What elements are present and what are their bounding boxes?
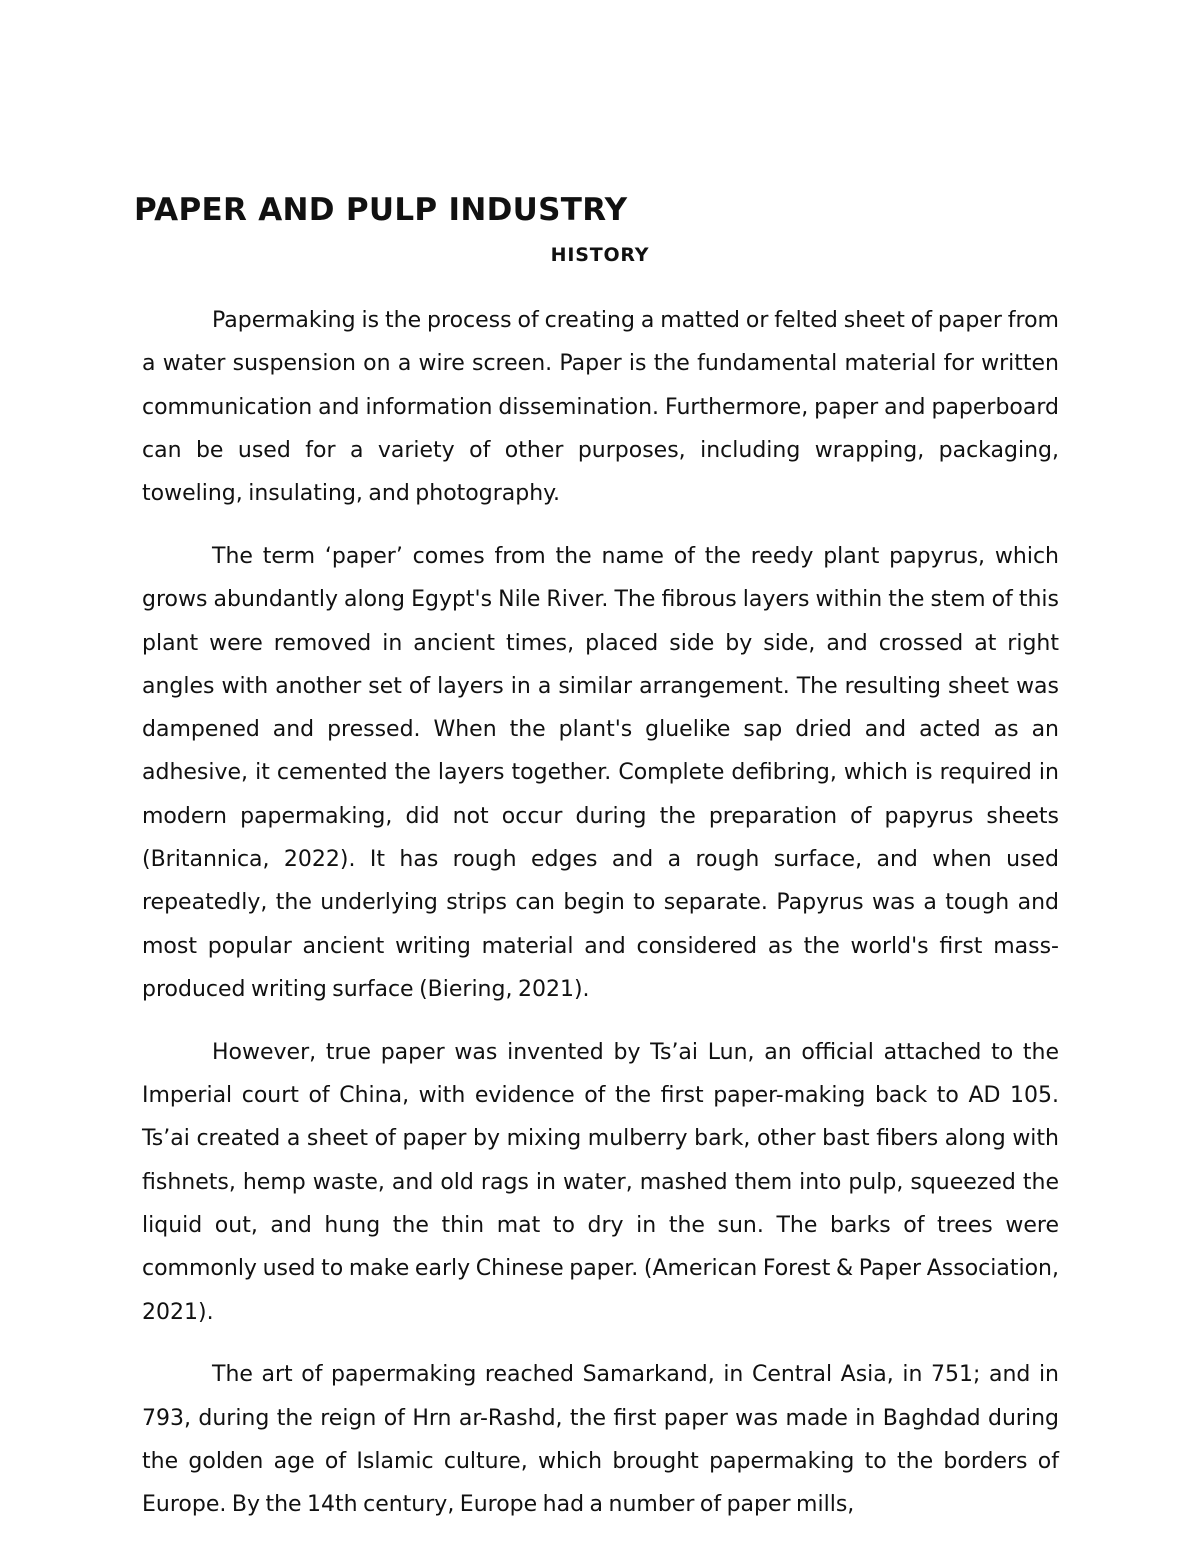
section-heading: HISTORY	[550, 244, 650, 266]
paragraph: The art of papermaking reached Samarkand, in Central Asia, in 751; and in 793, during the reign of Hrn ar-Rashd, the first paper was made in Baghdad during the golden age of Islamic culture, which brought papermaking to the borders of Europe. By the 14th century, Europe had a number of paper mills,	[142, 1362, 1059, 1518]
document-title: PAPER AND PULP INDUSTRY	[134, 192, 628, 228]
body-text	[142, 299, 1059, 1527]
paragraph: Papermaking is the process of creating a matted or felted sheet of paper from a water suspension on a wire screen. Paper is the fundamental material for written communication and information dissemination. Furthermore, paper and paperboard can be used for a variety of other purposes, including wrapping, packaging, toweling, insulating, and photography.	[142, 308, 1059, 507]
paragraph: The term ‘paper’ comes from the name of the reedy plant papyrus, which grows abundantly along Egypt's Nile River. The fibrous layers within the stem of this plant were removed in ancient times, placed side by side, and crossed at right angles with another set of layers in a similar arrangement. The resulting sheet was dampened and pressed. When the plant's gluelike sap dried and acted as an adhesive, it cemented the layers together. Complete defibring, which is required in modern papermaking, did not occur during the preparation of papyrus sheets (Britannica, 2022). It has rough edges and a rough surface, and when used repeatedly, the underlying strips can begin to separate. Papyrus was a tough and most popular ancient writing material and considered as the world's first mass-produced writing surface (Biering, 2021).	[142, 543, 1059, 1002]
paragraph: However, true paper was invented by Ts’ai Lun, an official attached to the Imperial court of China, with evidence of the first paper-making back to AD 105. Ts’ai created a sheet of paper by mixing mulberry bark, other bast fibers along with fishnets, hemp waste, and old rags in water, mashed them into pulp, squeezed the liquid out, and hung the thin mat to dry in the sun. The barks of trees were commonly used to make early Chinese paper. (American Forest & Paper Association, 2021).	[142, 1039, 1059, 1325]
